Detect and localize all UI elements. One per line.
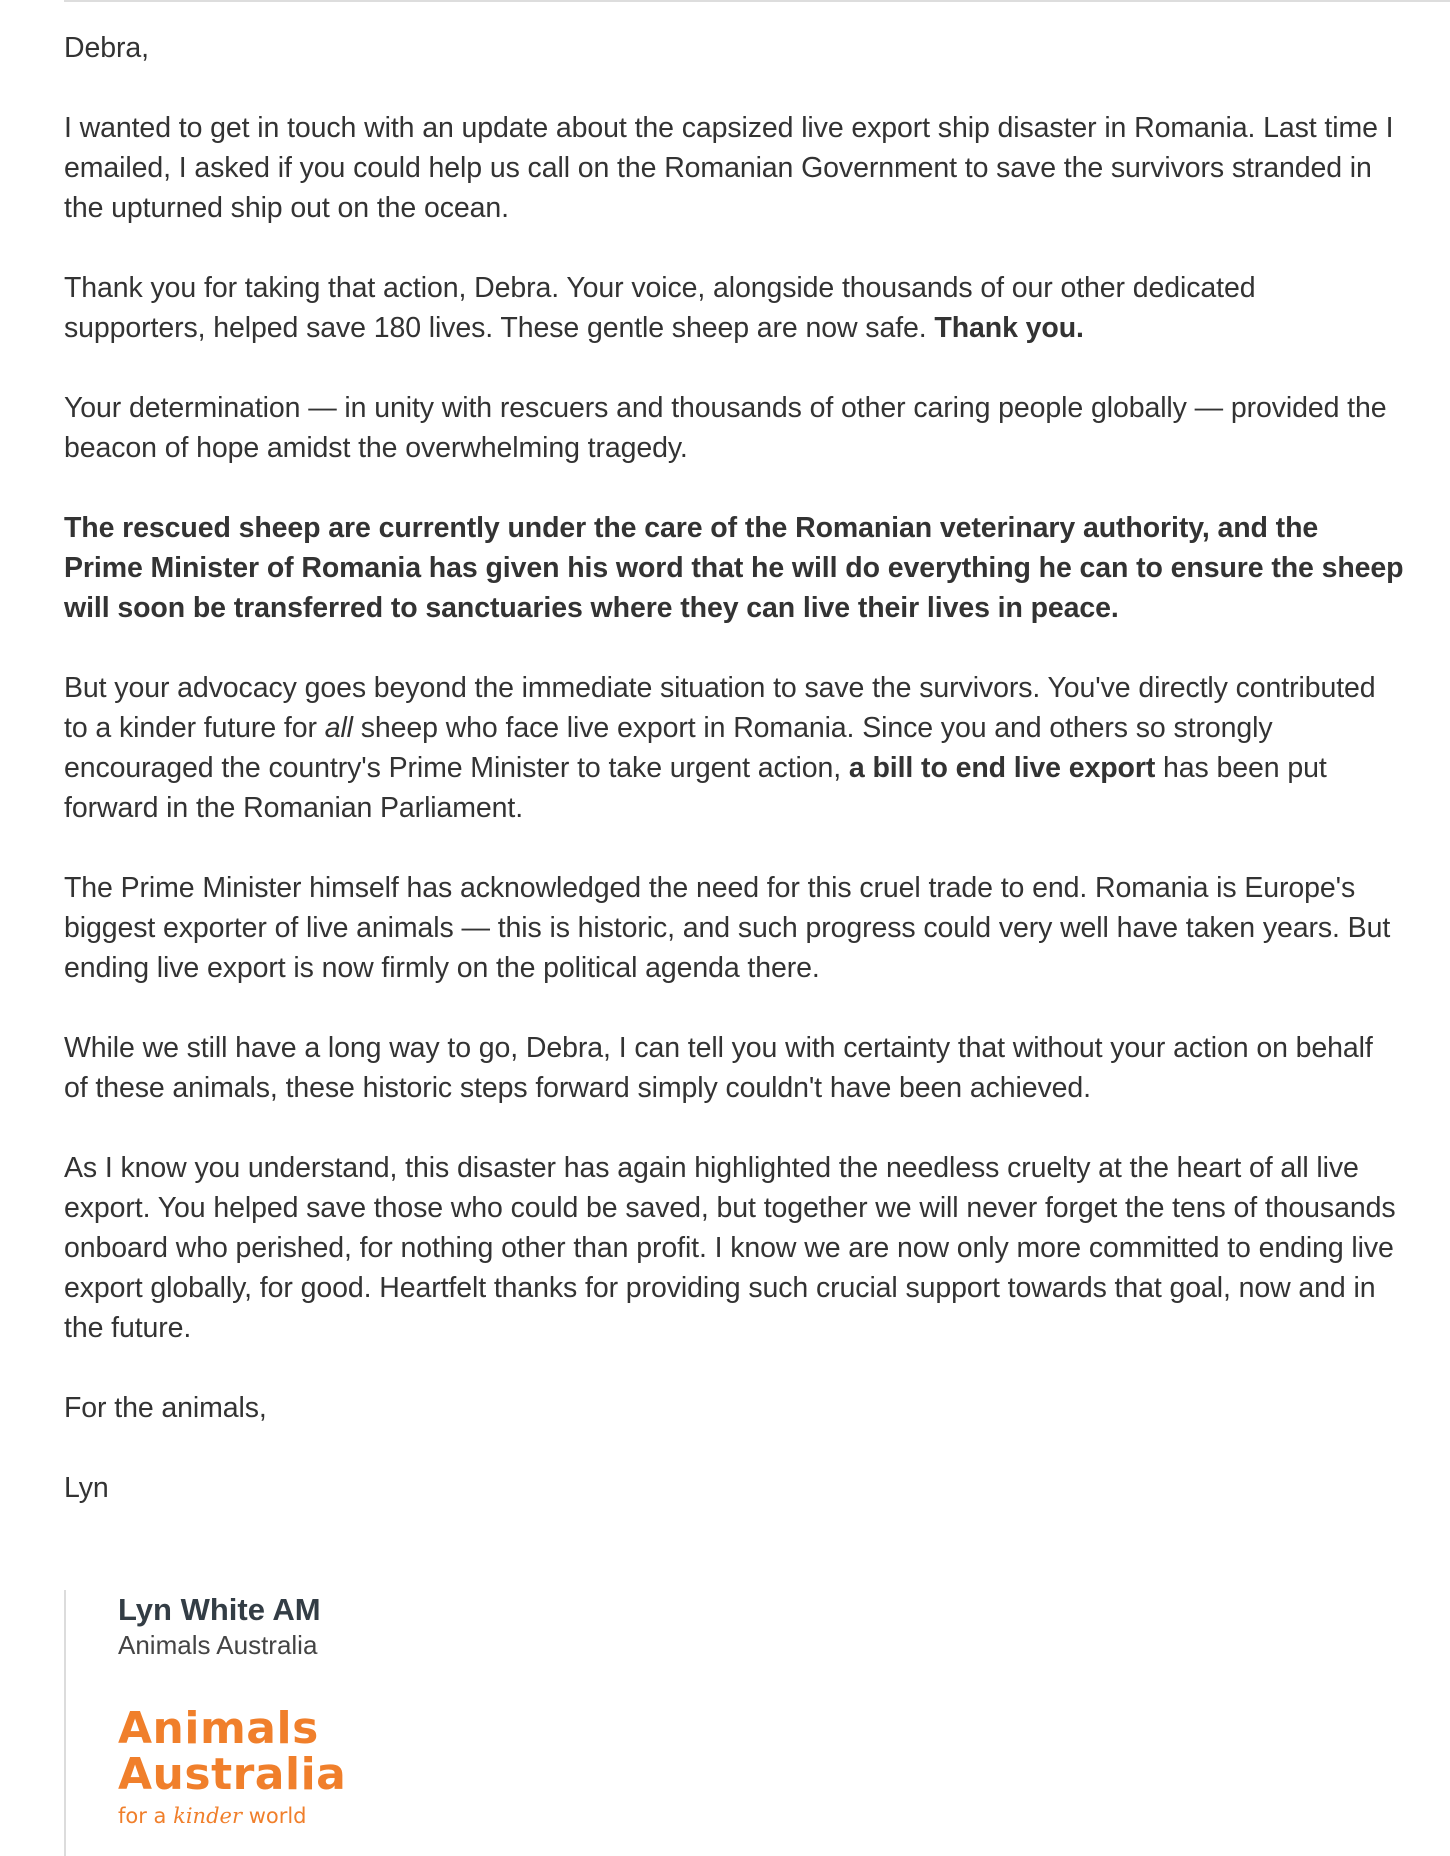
signature-organization: Animals Australia — [118, 1630, 318, 1660]
animals-australia-logo[interactable] — [118, 1703, 347, 1830]
paragraph-update: I wanted to get in touch with an update about the capsized live export ship disaster in Romania. Last time I emailed, I asked if you could help us call on the Romanian Government to save the survivors stranded in the upturned ship out on the ocean. — [64, 112, 1394, 224]
signature-block — [64, 1590, 666, 1856]
thank-you-emphasis: Thank you. — [934, 312, 1084, 344]
logo-tagline: for a kinder world — [118, 1804, 307, 1828]
all-emphasis: all — [324, 712, 353, 744]
paragraph-advocacy: But your advocacy goes beyond the immediate situation to save the survivors. You've directly contributed to a kinder future for all sheep who face live export in Romania. Since you and others so strongly encouraged the country's Prime Minister to take urgent action, a bill to end live export has been put forward in the Romanian Parliament. — [64, 672, 1376, 824]
sign-off: Lyn — [64, 1472, 109, 1504]
logo-line-australia: Australia — [118, 1749, 347, 1800]
top-divider — [64, 0, 1450, 2]
paragraph-rescued-sheep: The rescued sheep are currently under the care of the Romanian veterinary authority, and the Prime Minister of Romania has given his word that he will do everything he can to ensure the sheep will soon be transferred to sanctuaries where they can live their lives in peace. — [64, 512, 1404, 624]
paragraph-determination: Your determination — in unity with rescuers and thousands of other caring people globally — provided the beacon of hope amidst the overwhelming tragedy. — [64, 392, 1387, 464]
paragraph-disaster: As I know you understand, this disaster has again highlighted the needless cruelty at the heart of all live export. You helped save those who could be saved, but together we will never forget the tens of thousands onboard who perished, for nothing other than profit. I know we are now only more committed to ending live export globally, for good. Heartfelt thanks for providing such crucial support towards that goal, now and in the future. — [64, 1152, 1396, 1344]
closing: For the animals, — [64, 1392, 267, 1424]
greeting: Debra, — [64, 32, 149, 64]
logo-line-animals: Animals — [118, 1703, 319, 1754]
signature-name: Lyn White AM — [118, 1592, 321, 1627]
paragraph-long-way: While we still have a long way to go, Debra, I can tell you with certainty that without your action on behalf of these animals, these historic steps forward simply couldn't have been achieved. — [64, 1032, 1373, 1104]
paragraph-prime-minister: The Prime Minister himself has acknowledged the need for this cruel trade to end. Romania is Europe's biggest exporter of live animals — this is historic, and such progress could very well have taken years. But ending live export is now firmly on the political agenda there. — [64, 872, 1391, 984]
bill-emphasis: a bill to end live export — [848, 752, 1156, 784]
paragraph-thanks: Thank you for taking that action, Debra. Your voice, alongside thousands of our other dedicated supporters, helped save 180 lives. These gentle sheep are now safe. Thank you. — [64, 272, 1256, 344]
email-body — [64, 28, 1404, 1508]
